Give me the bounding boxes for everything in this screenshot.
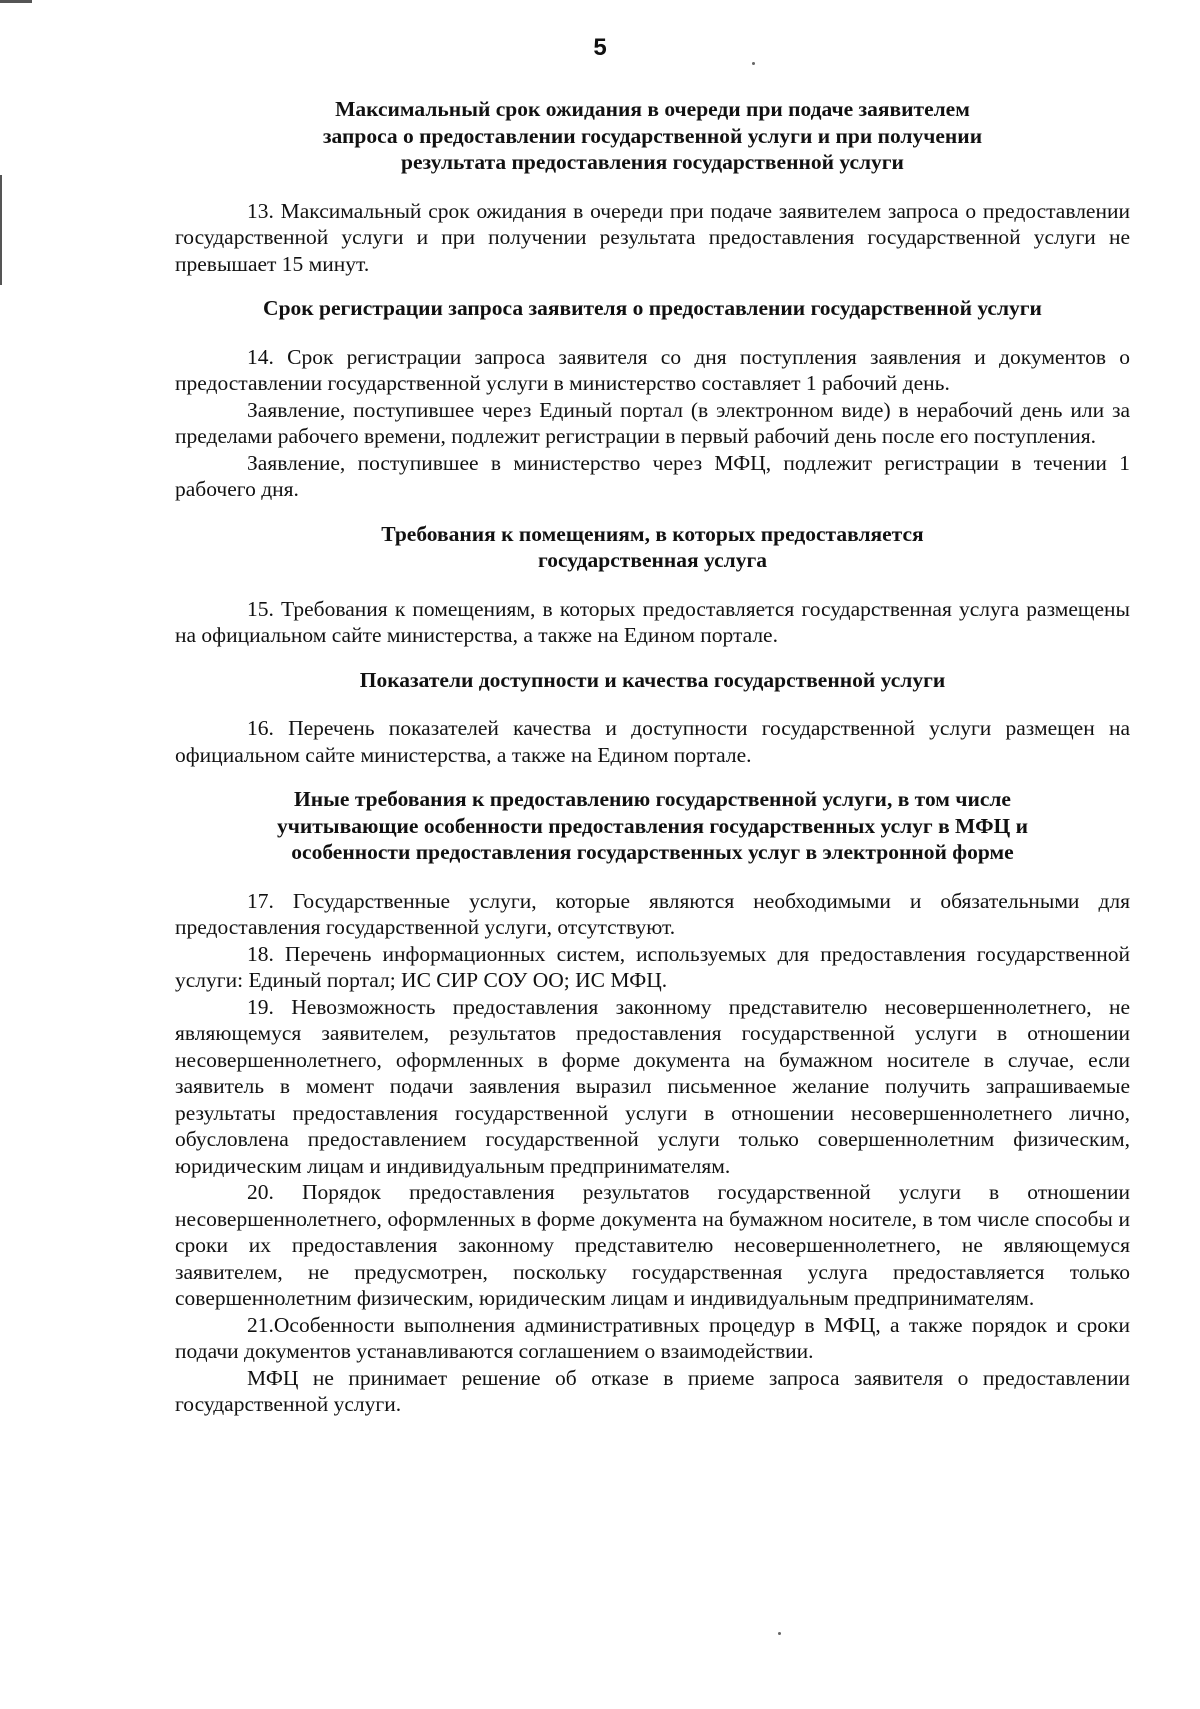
scan-edge-mark-left	[0, 175, 2, 285]
section-heading-other-requirements	[175, 786, 1130, 866]
heading-line: Срок регистрации запроса заявителя о предоставлении государственной услуги	[263, 296, 1042, 320]
section-heading-registration-time	[175, 295, 1130, 322]
paragraph-14: 14. Срок регистрации запроса заявителя со дня поступления заявления и документов о предоставлении государственной услуги в министерство составляет 1 рабочий день.	[175, 344, 1130, 395]
document-body	[175, 96, 1130, 1418]
section-heading-premises	[175, 521, 1130, 574]
paragraph-portal-registration: Заявление, поступившее через Единый портал (в электронном виде) в нерабочий день или за пределами рабочего времени, подлежит регистрации в первый рабочий день после его поступления.	[175, 397, 1130, 448]
page-number: 5	[593, 34, 607, 61]
paragraph-16: 16. Перечень показателей качества и доступности государственной услуги размещен на официальном сайте министерства, а также на Едином портале.	[175, 716, 1130, 767]
section-heading-quality-indicators	[175, 667, 1130, 694]
heading-line: запроса о предоставлении государственной услуги и при получении	[322, 123, 983, 148]
paragraph-19: 19. Невозможность предоставления законному представителю несовершеннолетнего, не являющемуся заявителем, результатов предоставления государственной услуги в отношении несовершеннолетнего, оформленных в форме документа на бумажном носителе в случае, если заявитель в момент подачи заявления выразил письменное желание получить запрашиваемые результаты предоставления государственной услуги в отношении несовершеннолетнего лично, обусловлена предоставлением государственной услуги только совершеннолетним физическим, юридическим лицам и индивидуальным предпринимателям.	[175, 994, 1130, 1178]
paragraph-13: 13. Максимальный срок ожидания в очереди при подаче заявителем запроса о предоставлении государственной услуги и при получении результата предоставления государственной услуги не превышает 15 минут.	[175, 198, 1130, 276]
heading-line: результата предоставления государственной услуги	[401, 150, 904, 174]
heading-line: Показатели доступности и качества государственной услуги	[359, 667, 946, 692]
paragraph-17: 17. Государственные услуги, которые являются необходимыми и обязательными для предоставления государственной услуги, отсутствуют.	[175, 888, 1130, 939]
scan-edge-mark-top	[0, 0, 32, 3]
heading-line: Максимальный срок ожидания в очереди при подаче заявителем	[335, 97, 970, 121]
heading-line: Требования к помещениям, в которых предоставляется	[381, 521, 924, 546]
paragraph-15: 15. Требования к помещениям, в которых предоставляется государственная услуга размещены на официальном сайте министерства, а также на Едином портале.	[175, 596, 1130, 647]
heading-line: особенности предоставления государственных услуг в электронной форме	[291, 840, 1014, 864]
heading-line: Иные требования к предоставлению государственной услуги, в том числе	[294, 787, 1011, 811]
paragraph-21: 21.Особенности выполнения административных процедур в МФЦ, а также порядок и сроки подачи документов устанавливаются соглашением о взаимодействии.	[175, 1312, 1130, 1363]
paragraph-18: 18. Перечень информационных систем, используемых для предоставления государственной услуги: Единый портал; ИС СИР СОУ ОО; ИС МФЦ.	[175, 941, 1130, 992]
section-heading-waiting-time	[175, 96, 1130, 176]
paragraph-20: 20. Порядок предоставления результатов государственной услуги в отношении несовершеннолетнего, оформленных в форме документа на бумажном носителе, в том числе способы и сроки их предоставления законному представителю несовершеннолетнего, не являющемуся заявителем, не предусмотрен, поскольку государственная услуга предоставляется только совершеннолетним физическим, юридическим лицам и индивидуальным предпринимателям.	[175, 1180, 1130, 1310]
scan-speck-top	[752, 62, 755, 65]
paragraph-mfc-refusal: МФЦ не принимает решение об отказе в приеме запроса заявителя о предоставлении государственной услуги.	[175, 1365, 1130, 1416]
scan-speck-bottom	[778, 1632, 781, 1635]
paragraph-mfc-registration: Заявление, поступившее в министерство через МФЦ, подлежит регистрации в течении 1 рабочего дня.	[175, 450, 1130, 501]
heading-line: государственная услуга	[538, 548, 767, 572]
heading-line: учитывающие особенности предоставления государственных услуг в МФЦ и	[276, 813, 1029, 838]
